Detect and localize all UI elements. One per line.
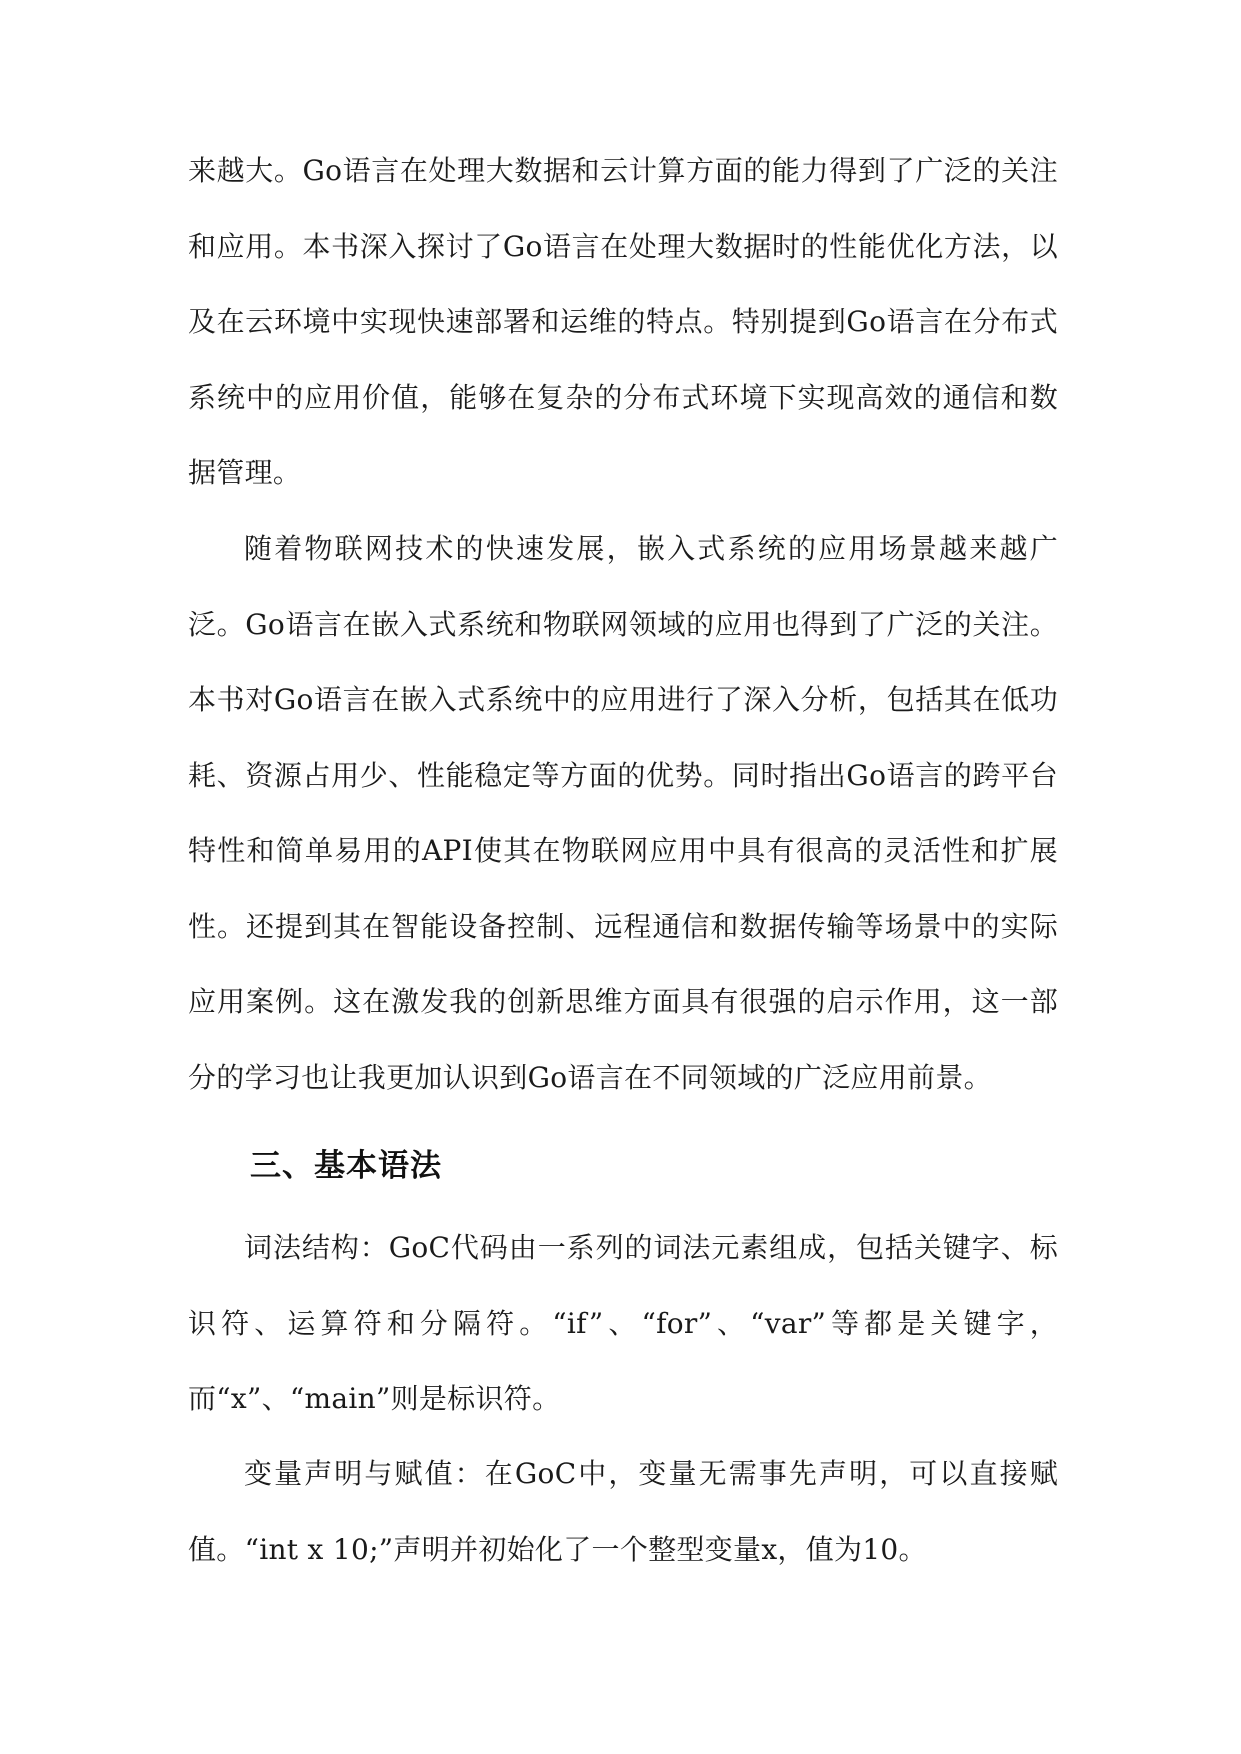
paragraph-lexical-structure: 词法结构：GoC代码由一系列的词法元素组成，包括关键字、标识符、运算符和分隔符。“if”、“for”、“var”等都是关键字，而“x”、“main”则是标识符。 <box>188 1231 1058 1415</box>
section-heading-basic-syntax: 三、基本语法 <box>250 1148 442 1184</box>
paragraph-variable-declaration: 变量声明与赋值：在GoC中，变量无需事先声明，可以直接赋值。“int x 10;”声明并初始化了一个整型变量x，值为10。 <box>188 1457 1058 1566</box>
paragraph-embedded-iot: 随着物联网技术的快速发展，嵌入式系统的应用场景越来越广泛。Go语言在嵌入式系统和物联网领域的应用也得到了广泛的关注。本书对Go语言在嵌入式系统中的应用进行了深入分析，包括其在低功耗、资源占用少、性能稳定等方面的优势。同时指出Go语言的跨平台特性和简单易用的API使其在物联网应用中具有很高的灵活性和扩展性。还提到其在智能设备控制、远程通信和数据传输等场景中的实际应用案例。这在激发我的创新思维方面具有很强的启示作用，这一部分的学习也让我更加认识到Go语言在不同领域的广泛应用前景。 <box>188 532 1058 1094</box>
paragraph-big-data-cloud: 来越大。Go语言在处理大数据和云计算方面的能力得到了广泛的关注和应用。本书深入探讨了Go语言在处理大数据时的性能优化方法，以及在云环境中实现快速部署和运维的特点。特别提到Go语言在分布式系统中的应用价值，能够在复杂的分布式环境下实现高效的通信和数据管理。 <box>188 154 1058 489</box>
